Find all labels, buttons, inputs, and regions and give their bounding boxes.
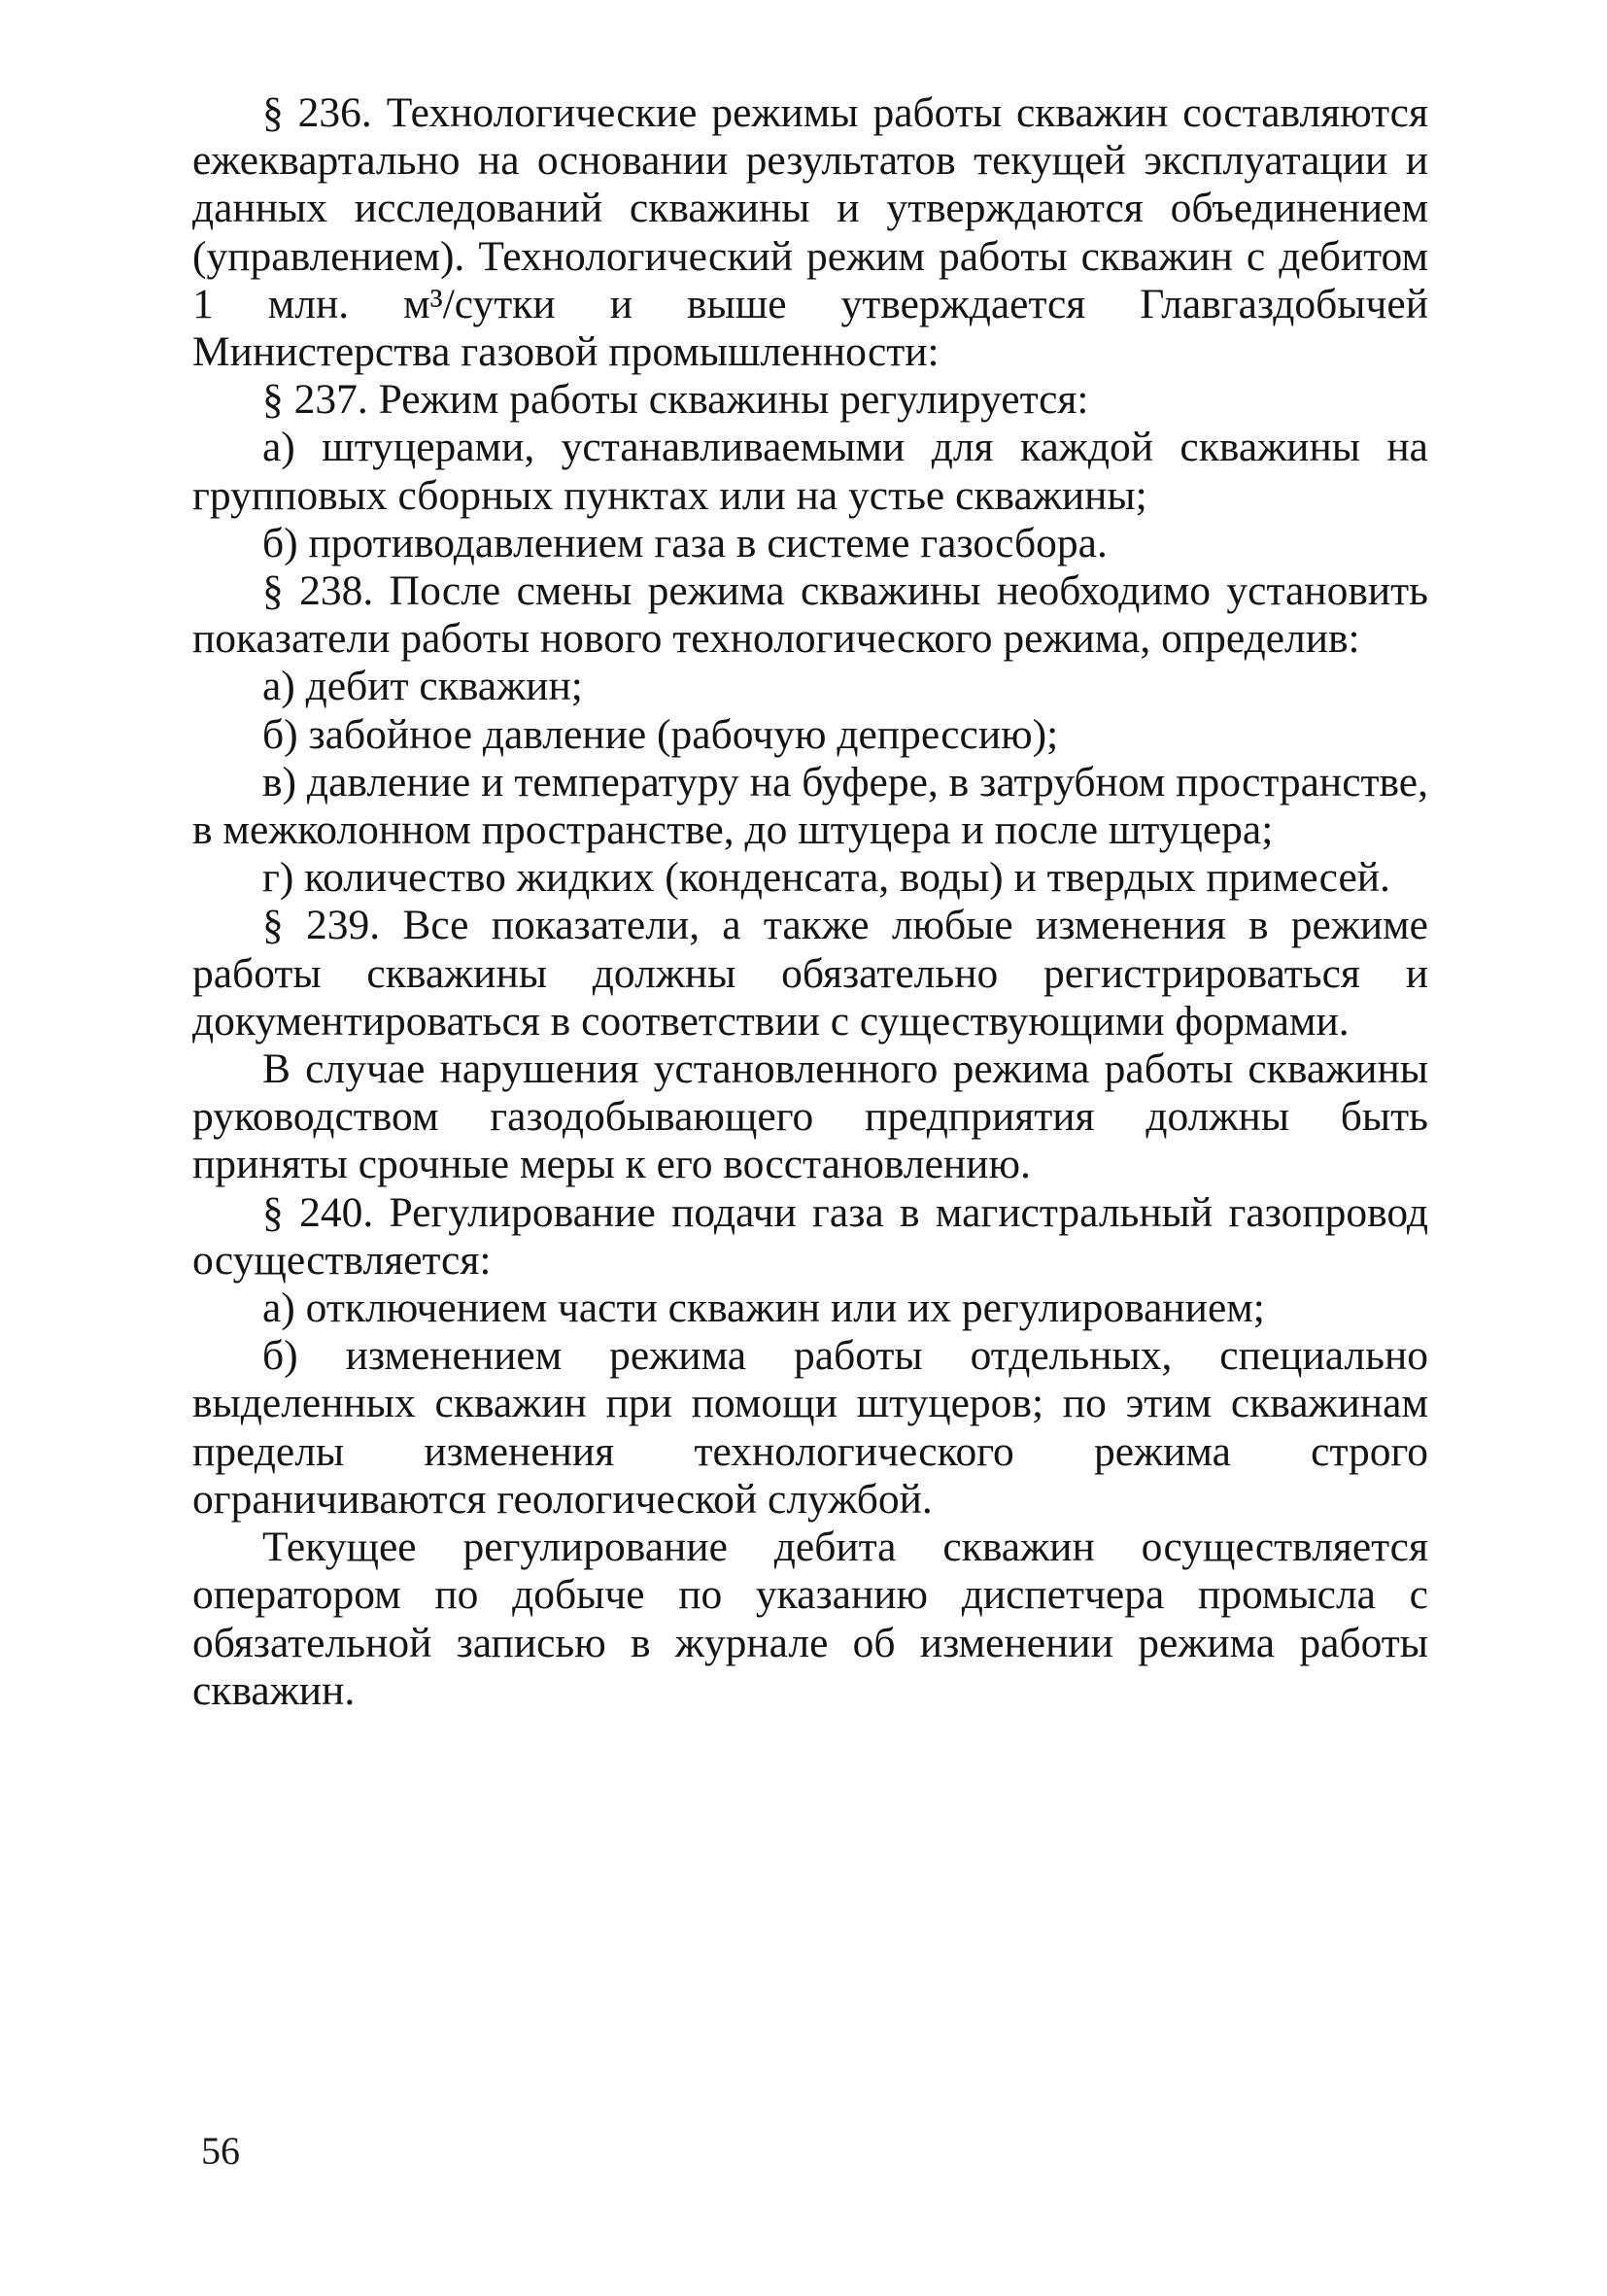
paragraph-239: § 239. Все показатели, а также любые изменения в режиме работы скважины должны обязательно регистрироваться и документироваться в соответствии с существующими формами. bbox=[192, 902, 1428, 1045]
page-number: 56 bbox=[201, 2129, 240, 2173]
list-item-238-a: а) дебит скважин; bbox=[262, 663, 583, 710]
paragraph-239-violation: В случае нарушения установленного режима работы скважины руководством газодобывающего предприятия должны быть приняты срочные меры к его восстановлению. bbox=[192, 1045, 1428, 1188]
paragraph-current-regulation: Текущее регулирование дебита скважин осуществляется оператором по добыче по указанию диспетчера промысла с обязательной записью в журнале об изменении режима работы скважин. bbox=[192, 1524, 1428, 1714]
paragraph-236: § 236. Технологические режимы работы скважин составляются ежеквартально на основании результатов текущей эксплуатации и данных исследований скважины и утверждаются объединением (управлением). Технологический режим работы скважин с дебитом 1 млн. м³/сутки и выше утверждается Главгаздобычей Министерства газовой промышленности: bbox=[192, 89, 1428, 376]
list-item-238-c: в) давление и температуру на буфере, в затрубном пространстве, в межколонном пространстве, до штуцера и после штуцера; bbox=[192, 758, 1428, 854]
list-item-238-d: г) количество жидких (конденсата, воды) и твердых примесей. bbox=[262, 854, 1390, 902]
list-item-237-b: б) противодавлением газа в системе газосбора. bbox=[262, 519, 1108, 566]
list-item-237-a: а) штуцерами, устанавливаемыми для каждой скважины на групповых сборных пунктах или на устье скважины; bbox=[192, 424, 1428, 519]
paragraph-240: § 240. Регулирование подачи газа в магистральный газопровод осуществляется: bbox=[192, 1188, 1428, 1284]
list-item-238-b: б) забойное давление (рабочую депрессию); bbox=[262, 710, 1059, 758]
list-item-240-b: б) изменением режима работы отдельных, специально выделенных скважин при помощи штуцеров; по этим скважинам пределы изменения технологического режима строго ограничиваются геологической службой. bbox=[192, 1332, 1428, 1523]
document-body bbox=[192, 89, 1428, 1715]
list-item-240-a: а) отключением части скважин или их регулированием; bbox=[262, 1285, 1265, 1332]
paragraph-238: § 238. После смены режима скважины необходимо установить показатели работы нового технологического режима, определив: bbox=[192, 567, 1428, 663]
paragraph-237: § 237. Режим работы скважины регулируется: bbox=[262, 376, 1089, 424]
